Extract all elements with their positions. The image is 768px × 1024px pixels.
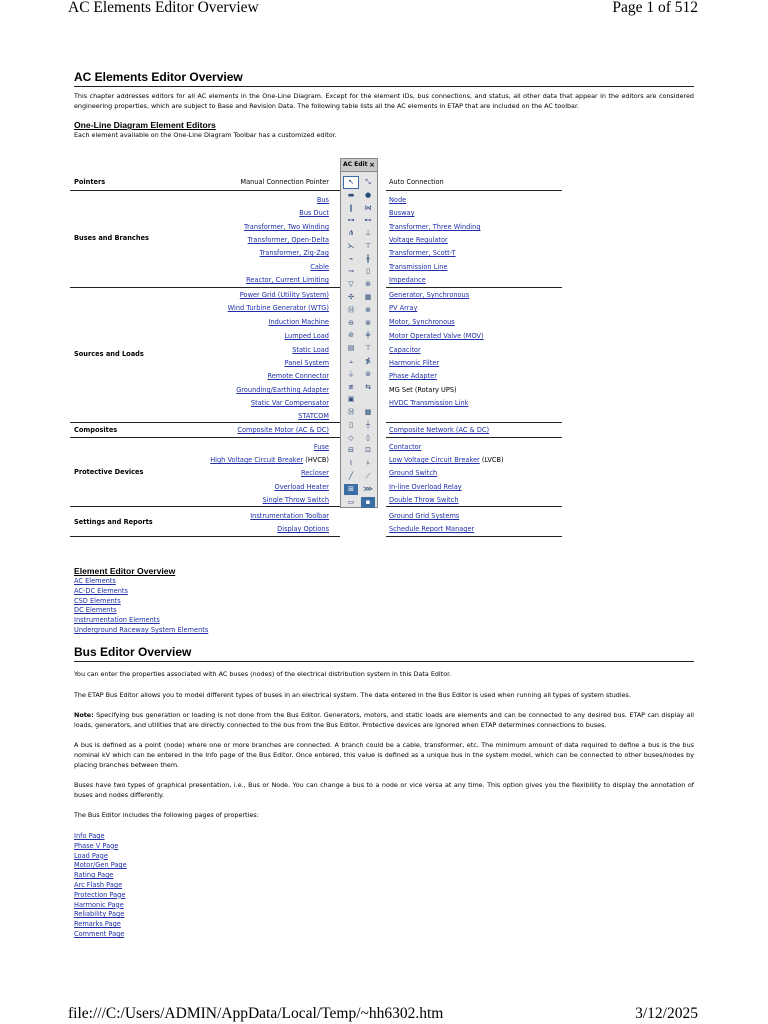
header-title: AC Elements Editor Overview <box>68 0 259 16</box>
link-settings-auto-0[interactable]: Ground Grid Systems <box>389 512 460 520</box>
link-source-auto-1[interactable]: PV Array <box>389 304 418 312</box>
element-editor-link-2[interactable]: CSD Elements <box>74 596 121 605</box>
voltage-regulator-icon[interactable]: ⊥ <box>364 229 372 238</box>
link-bus-auto-3[interactable]: Voltage Regulator <box>389 236 448 244</box>
link-composite-network[interactable]: Composite Network (AC & DC) <box>389 426 490 434</box>
link-bus-auto-1[interactable]: Busway <box>389 209 415 217</box>
link-composite-motor[interactable]: Composite Motor (AC & DC) <box>237 426 329 434</box>
bus-page-link-9[interactable]: Remarks Page <box>74 920 121 929</box>
link-bus-manual-3[interactable]: Transformer, Open-Delta <box>247 236 329 244</box>
link-bus-manual-1[interactable]: Bus Duct <box>299 209 329 217</box>
link-protective-manual-4[interactable]: Single Throw Switch <box>262 496 329 504</box>
element-editor-link-3[interactable]: DC Elements <box>74 606 117 615</box>
note-text: Specifying bus generation or loading is not done from the Bus Editor. Generators, motors, and static loads are elements and can be connected to any desired bus. ETAP can display all loads, generators, and utilities that are directly connected to the bus from the Bus Editor. Protective devices are ignored when ETAP determines connections to buses. <box>74 711 694 729</box>
hvcb-icon[interactable]: ◇ <box>348 433 354 442</box>
element-editor-links <box>74 577 694 636</box>
link-bus-auto-5[interactable]: Transmission Line <box>389 263 448 271</box>
print-footer <box>68 1004 698 1024</box>
lvcb-suffix: (LVCB) <box>481 456 504 464</box>
overload-relay-icon[interactable]: ⍭ <box>365 459 371 468</box>
bus-icon[interactable]: ▬ <box>347 190 355 199</box>
mov-icon[interactable]: ⊗ <box>365 318 371 327</box>
svc-icon[interactable]: ≢ <box>348 382 354 391</box>
lvcb-icon[interactable]: ◊ <box>366 433 370 442</box>
link-settings-manual-0[interactable]: Instrumentation Toolbar <box>250 512 329 520</box>
footer-date: 3/12/2025 <box>635 1005 698 1022</box>
intro-paragraph: This chapter addresses editors for all AC elements in the One-Line Diagram. Except for the element IDs, bus connections, and status, all other data that appear in the editors are considered engineering properties, which are subject to Base and Revision Data. The following table lists all the AC elements in ETAP that are included on the AC toolbar. <box>74 92 694 110</box>
ground-switch-icon[interactable]: ⊡ <box>365 446 371 455</box>
section-element-editor-overview <box>74 566 694 636</box>
link-source-auto-0[interactable]: Generator, Synchronous <box>389 291 470 299</box>
hvdc-icon[interactable]: ⇆ <box>365 382 371 391</box>
element-editor-link-4[interactable]: Instrumentation Elements <box>74 616 160 625</box>
row-divider <box>70 422 562 423</box>
bus-page-link-3[interactable]: Motor/Gen Page <box>74 861 127 870</box>
mg-set-icon[interactable]: ⊜ <box>365 369 371 378</box>
bus-p6: The Bus Editor includes the following pages of properties: <box>74 811 259 820</box>
category-buses-branches: Buses and Branches <box>74 234 149 242</box>
contactor-icon[interactable]: ┼ <box>365 420 371 429</box>
row-divider <box>70 506 562 507</box>
close-icon[interactable]: × <box>369 161 375 169</box>
bus-editor-page-links <box>74 832 694 940</box>
row-divider <box>70 190 562 191</box>
link-source-manual-9[interactable]: STATCOM <box>298 412 329 420</box>
section-title: AC Elements Editor Overview <box>74 70 694 87</box>
bus-page-link-0[interactable]: Info Page <box>74 831 105 840</box>
auto-connection: Auto Connection <box>389 178 444 186</box>
bus-page-link-10[interactable]: Comment Page <box>74 929 125 938</box>
capacitor-icon[interactable]: ╪ <box>365 331 371 340</box>
generator-icon[interactable]: ⊛ <box>365 280 371 289</box>
link-source-manual-8[interactable]: Static Var Compensator <box>250 399 329 407</box>
bus-page-link-4[interactable]: Rating Page <box>74 871 114 880</box>
link-protective-auto-0[interactable]: Contactor <box>389 443 422 451</box>
link-bus-manual-6[interactable]: Reactor, Current Limiting <box>246 276 329 284</box>
impedance-icon[interactable]: ▯ <box>366 267 370 276</box>
category-composites: Composites <box>74 426 118 434</box>
category-sources-loads: Sources and Loads <box>74 350 144 358</box>
bus-page-link-2[interactable]: Load Page <box>74 851 108 860</box>
link-protective-manual-2[interactable]: Recloser <box>300 469 329 477</box>
link-bus-auto-2[interactable]: Transformer, Three Winding <box>389 223 481 231</box>
pv-array-icon[interactable]: ▦ <box>364 293 372 302</box>
synchronous-motor-icon[interactable]: ⊕ <box>365 305 371 314</box>
link-protective-auto-2[interactable]: Ground Switch <box>389 469 438 477</box>
manual-connection-pointer: Manual Connection Pointer <box>240 178 329 186</box>
link-bus-auto-6[interactable]: Impedance <box>389 276 426 284</box>
note-label: Note: <box>74 711 94 720</box>
lvcb-suffix-row <box>389 456 504 464</box>
category-protective-devices: Protective Devices <box>74 468 144 476</box>
induction-machine-icon[interactable]: Ⓜ <box>347 305 355 314</box>
single-throw-switch-icon[interactable]: ╱ <box>348 471 354 480</box>
subheading-text: Each element available on the One-Line Diagram Toolbar has a customized editor. <box>74 131 337 140</box>
harmonic-filter-icon[interactable]: ⊤ <box>364 344 372 353</box>
composite-network-icon[interactable]: ▩ <box>364 408 372 417</box>
fuse-icon[interactable]: ▯ <box>349 420 353 429</box>
grounding-adapter-icon[interactable]: ⏚ <box>347 369 355 378</box>
lumped-load-icon[interactable]: ⊖ <box>348 318 354 327</box>
bus-duct-icon[interactable]: ‖ <box>349 203 353 212</box>
link-source-auto-5[interactable]: Harmonic Filter <box>389 359 440 367</box>
bus-p1: You can enter the properties associated with AC buses (nodes) of the electrical distribution system in this Data Editor. <box>74 670 452 678</box>
transmission-line-icon[interactable]: ╫ <box>365 254 371 263</box>
link-source-manual-6[interactable]: Remote Connector <box>267 372 329 380</box>
section-ac-elements <box>74 70 694 148</box>
link-bus-manual-5[interactable]: Cable <box>310 263 329 271</box>
link-bus-manual-2[interactable]: Transformer, Two Winding <box>244 223 329 231</box>
link-bus-manual-0[interactable]: Bus <box>316 196 329 204</box>
link-settings-manual-1[interactable]: Display Options <box>277 525 329 533</box>
ground-grid-icon[interactable]: ▭ <box>347 497 355 506</box>
link-source-manual-5[interactable]: Panel System <box>284 359 329 367</box>
hvcb-suffix-row <box>210 456 329 464</box>
bus-page-link-8[interactable]: Reliability Page <box>74 910 125 919</box>
element-editor-link-5[interactable]: Underground Raceway System Elements <box>74 625 209 634</box>
bus-page-link-7[interactable]: Harmonic Page <box>74 900 124 909</box>
link-protective-manual-3[interactable]: Overload Heater <box>274 483 329 491</box>
link-bus-auto-0[interactable]: Node <box>389 196 407 204</box>
link-protective-auto-4[interactable]: Double Throw Switch <box>389 496 459 504</box>
category-pointers: Pointers <box>74 178 106 186</box>
power-grid-icon[interactable]: ▽ <box>348 280 354 289</box>
footer-file-path: file:///C:/Users/ADMIN/AppData/Local/Temp/~hh6302.htm <box>68 1005 444 1022</box>
link-source-auto-4[interactable]: Capacitor <box>389 346 421 354</box>
toolbar-title: AC Edit <box>343 161 368 168</box>
wtg-icon[interactable]: ✣ <box>348 293 354 302</box>
transformer-three-winding-icon[interactable]: ⊷ <box>364 216 372 225</box>
hvcb-suffix: (HVCB) <box>305 456 329 464</box>
transformer-open-delta-icon[interactable]: ⋔ <box>348 229 354 238</box>
link-source-manual-2[interactable]: Induction Machine <box>268 318 329 326</box>
pointer-icon[interactable]: ↖ <box>344 177 358 188</box>
transformer-two-winding-icon[interactable]: ⊶ <box>347 216 355 225</box>
bus-page-link-6[interactable]: Protection Page <box>74 890 126 899</box>
bus-p3 <box>74 711 694 730</box>
display-options-icon[interactable]: ⋙ <box>363 484 373 493</box>
recloser-icon[interactable]: ⊟ <box>348 446 354 455</box>
bus-p5: Buses have two types of graphical presentation, i.e., Bus or Node. You can change a bus to a node or vice versa at any time. This option gives you the flexibility to display the annotation of buses and nodes differently. <box>74 781 694 799</box>
link-protective-manual-0[interactable]: Fuse <box>313 443 329 451</box>
row-divider <box>70 536 562 537</box>
toolbar-icon-grid <box>341 172 377 508</box>
bus-editor-title: Bus Editor Overview <box>74 645 694 662</box>
print-header <box>68 0 698 20</box>
statcom-icon[interactable]: ▣ <box>347 395 355 404</box>
bus-page-link-1[interactable]: Phase V Page <box>74 841 119 850</box>
link-bus-auto-4[interactable]: Transformer, Scott-T <box>389 249 456 257</box>
link-source-manual-4[interactable]: Static Load <box>292 346 329 354</box>
bus-p4: A bus is defined as a point (node) where one or more branches are connected. A branch could be a cable, transformer, etc. The minimum amount of data required to define a bus is the bus nominal kV which can be entered in the Info page of the Bus Editor. Once entered, this value is defined as a unique bus in the system model, which can be connected to other buses/nodes by placing branches between them. <box>74 741 694 769</box>
busway-icon[interactable]: ⋈ <box>364 203 372 212</box>
link-source-manual-7[interactable]: Grounding/Earthing Adapter <box>236 386 329 394</box>
element-editor-link-1[interactable]: AC-DC Elements <box>74 586 128 595</box>
link-bus-manual-4[interactable]: Transformer, Zig-Zag <box>259 249 329 257</box>
link-source-manual-0[interactable]: Power Grid (Utility System) <box>239 291 329 299</box>
double-throw-switch-icon[interactable]: ⟋ <box>365 471 371 480</box>
link-source-auto-2[interactable]: Motor, Synchronous <box>389 318 455 326</box>
element-editor-link-0[interactable]: AC Elements <box>74 577 116 585</box>
section-bus-editor <box>74 645 694 940</box>
subheading-one-line-editors: One-Line Diagram Element Editors <box>74 120 216 131</box>
element-editors-table <box>70 172 562 541</box>
toolbar-title-bar[interactable] <box>341 159 377 172</box>
link-source-auto-3[interactable]: Motor Operated Valve (MOV) <box>389 332 484 340</box>
remote-connector-icon[interactable]: ⫠ <box>348 356 354 365</box>
link-settings-auto-1[interactable]: Schedule Report Manager <box>389 525 475 533</box>
node-icon[interactable]: ● <box>364 190 372 199</box>
link-source-manual-1[interactable]: Wind Turbine Generator (WTG) <box>227 304 329 312</box>
auto-connect-icon[interactable]: ⤡ <box>365 178 371 186</box>
transformer-scott-t-icon[interactable]: ⊤ <box>364 241 372 250</box>
reactor-icon[interactable]: ⊸ <box>348 267 354 276</box>
category-settings-reports: Settings and Reports <box>74 518 153 526</box>
report-manager-icon[interactable]: ▪ <box>361 497 375 508</box>
link-source-auto-8[interactable]: HVDC Transmission Link <box>389 399 469 407</box>
static-load-icon[interactable]: ⊘ <box>348 331 354 340</box>
element-editor-title: Element Editor Overview <box>74 566 176 576</box>
link-protective-manual-1[interactable]: High Voltage Circuit Breaker <box>210 456 304 464</box>
cable-icon[interactable]: ⌁ <box>348 254 354 263</box>
link-protective-auto-1[interactable]: Low Voltage Circuit Breaker <box>389 456 480 464</box>
bus-p2: The ETAP Bus Editor allows you to model different types of buses in an electrical system. The data entered in the Bus Editor is used when running all types of system studies. <box>74 690 631 699</box>
link-protective-auto-3[interactable]: In-line Overload Relay <box>389 483 462 491</box>
transformer-zigzag-icon[interactable]: ⋋ <box>347 241 355 250</box>
link-source-auto-7: MG Set (Rotary UPS) <box>389 386 457 394</box>
row-divider <box>70 437 562 438</box>
overload-heater-icon[interactable]: ⌇ <box>349 459 353 468</box>
link-source-auto-6[interactable]: Phase Adapter <box>389 372 437 380</box>
phase-adapter-icon[interactable]: ≸ <box>365 356 371 365</box>
blank-icon[interactable] <box>361 394 375 405</box>
row-divider <box>70 287 562 288</box>
link-source-manual-3[interactable]: Lumped Load <box>284 332 329 340</box>
panel-system-icon[interactable]: ▤ <box>347 344 355 353</box>
instrumentation-icon[interactable]: ⊞ <box>344 484 358 495</box>
ac-edit-toolbar[interactable] <box>340 158 378 508</box>
header-page-number: Page 1 of 512 <box>612 0 698 16</box>
composite-motor-icon[interactable]: Ⓜ <box>347 408 355 417</box>
bus-page-link-5[interactable]: Arc Flash Page <box>74 880 123 889</box>
